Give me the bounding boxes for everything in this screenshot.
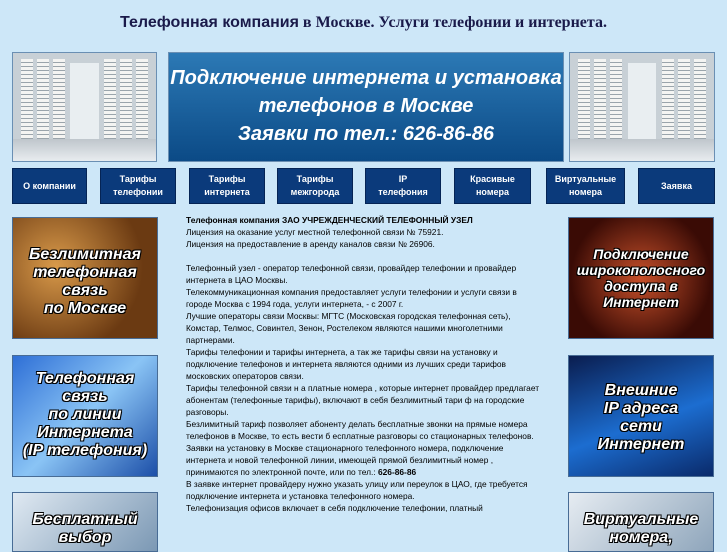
main-content: [186, 214, 542, 514]
nav-label-2: номера: [476, 187, 509, 197]
paragraph: Телефонный узел - оператор телефонной связи, провайдер телефонии и провайдер интернета в ЦАО Москвы.: [186, 263, 517, 285]
nav-nice-numbers[interactable]: [454, 168, 531, 204]
nav-label-1: Тарифы: [119, 174, 157, 184]
server-room-photo-right: [569, 52, 715, 162]
paragraph: Телефонизация офисов включает в себя подключение телефонии, платный: [186, 503, 483, 513]
nav-request[interactable]: [638, 168, 715, 204]
banner-line-1: Подключение интернета и установка: [170, 67, 562, 89]
promo-free-choice[interactable]: [12, 492, 158, 552]
paragraph: [186, 442, 542, 478]
paragraph: Тарифы телефонии и тарифы интернета, а так же тарифы связи на установку и подключение телефонов и интернета являются одними из лучших среди тарифов московских операторов связи.: [186, 347, 506, 381]
page-title: [0, 14, 727, 32]
paragraph: Телекоммуникационная компания предоставляет услуги телефонии и услуги связи в городе Москва с 1994 года, услуги интернета, - с 2007 г.: [186, 287, 517, 309]
nav-label-1: Виртуальные: [554, 174, 617, 184]
promo-text: Виртуальные номера,: [583, 511, 699, 546]
paragraph: Лучшие операторы связи Москвы: МГТС (Московская городская телефонная сеть), Комстар, Телмос, Совинтел, Зенон, Ростелеком являются нашими многолетними партнерами.: [186, 311, 511, 345]
page-title-serif: в Москве. Услуги телефонии и интернета.: [298, 14, 607, 31]
paragraph: Безлимитный тариф позволяет абоненту делать бесплатные звонки на прямые номера телефонов в Москве, то есть вести б есплатные разговоры со стационарных телефонов.: [186, 419, 534, 441]
nav-label-2: номера: [569, 187, 602, 197]
nav-virtual-numbers[interactable]: [546, 168, 625, 204]
nav-internet-tariffs[interactable]: [189, 168, 265, 204]
nav-label-2: телефонии: [113, 187, 163, 197]
nav-label-1: Тарифы: [208, 174, 246, 184]
nav-long-distance-tariffs[interactable]: [277, 168, 353, 204]
promo-text: Подключение широкополосного доступа в Интернет: [576, 246, 706, 310]
nav-about-label: О компании: [23, 180, 76, 191]
server-room-photo-left: [12, 52, 157, 162]
nav-phone-tariffs[interactable]: [100, 168, 176, 204]
promo-text: Бесплатный выбор: [32, 511, 138, 546]
promo-broadband-access[interactable]: [568, 217, 714, 339]
nav-label-1: Тарифы: [296, 174, 334, 184]
promo-virtual-numbers[interactable]: [568, 492, 714, 552]
promo-external-ip[interactable]: [568, 355, 714, 477]
banner-line-2: телефонов в Москве: [258, 95, 474, 117]
promo-unlimited-calls[interactable]: [12, 217, 158, 339]
nav-label-2: интернета: [204, 187, 250, 197]
request-text: Заявки на установку в Москве стационарного телефонного номера, подключение интернета и новой телефонной линии, имеющей прямой безлимитный номер , принимаются по электронной почте, или по тел.:: [186, 443, 504, 477]
page-title-sans: Телефонная компания: [120, 14, 299, 31]
paragraph: В заявке интернет провайдеру нужно указать улицу или переулок в ЦАО, где требуется подключение интернета и установка телефонного номера.: [186, 479, 528, 501]
promo-text: Безлимитная телефонная связь по Москве: [29, 246, 141, 317]
license-channels: Лицензия на предоставление в аренду каналов связи № 26906.: [186, 239, 435, 249]
promo-text: Телефонная связь по линии Интернета (IP телефония): [22, 370, 148, 459]
nav-label-1: IP: [398, 174, 408, 184]
nav-ip-telephony[interactable]: [365, 168, 441, 204]
banner-phone: Заявки по тел.: 626-86-86: [237, 123, 494, 145]
nav-request-label: Заявка: [661, 180, 692, 191]
promo-ip-telephony[interactable]: [12, 355, 158, 477]
nav-about[interactable]: [12, 168, 87, 204]
paragraph: Тарифы телефонной связи н а платные номера , которые интернет провайдер предлагает абонентам (телефонные тарифы), включают в себя безлимитный тари ф на городские разговоры.: [186, 383, 540, 417]
nav-label-2: телефония: [378, 187, 428, 197]
phone-number: 626-86-86: [377, 467, 417, 477]
promo-banner[interactable]: [168, 52, 564, 162]
nav-label-1: Красивые: [470, 174, 515, 184]
company-name: Телефонная компания ЗАО УЧРЕЖДЕНЧЕСКИЙ ТЕЛЕФОННЫЙ УЗЕЛ: [186, 215, 473, 225]
license-local: Лицензия на оказание услуг местной телефонной связи № 75921.: [186, 227, 444, 237]
nav-label-2: межгорода: [290, 187, 340, 197]
promo-text: Внешние IP адреса сети Интернет: [597, 382, 685, 453]
